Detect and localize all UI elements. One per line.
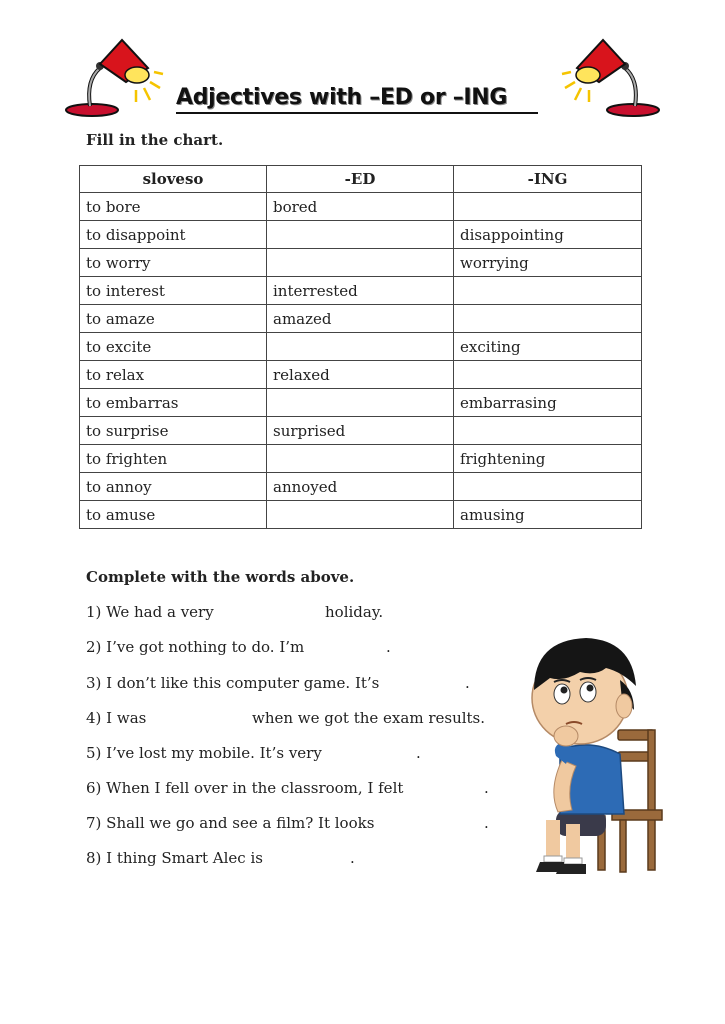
- sentence-4: [86, 709, 506, 729]
- chart-header-row: [80, 166, 642, 193]
- sentence-end: .: [416, 744, 421, 762]
- verb-cell: to worry: [80, 249, 267, 277]
- ing-cell[interactable]: frightening: [454, 445, 642, 473]
- sentence-text: 6) When I fell over in the classroom, I felt: [86, 779, 404, 797]
- chart-row: [80, 277, 642, 305]
- ing-cell[interactable]: [454, 305, 642, 333]
- sentence-text: 1) We had a very: [86, 603, 214, 621]
- sentence-end: .: [465, 674, 470, 692]
- desk-lamp-right-icon: [560, 30, 665, 120]
- sentence-text: 8) I thing Smart Alec is: [86, 849, 263, 867]
- sentence-end: .: [484, 779, 489, 797]
- ed-cell[interactable]: [267, 445, 454, 473]
- verb-cell: to bore: [80, 193, 267, 221]
- ed-cell[interactable]: amazed: [267, 305, 454, 333]
- ing-cell[interactable]: [454, 361, 642, 389]
- header-ed: -ED: [267, 166, 454, 193]
- ed-cell[interactable]: [267, 501, 454, 529]
- page-title: Adjectives with –ED or –ING: [176, 85, 508, 110]
- title-underline: [176, 112, 538, 114]
- verb-cell: to excite: [80, 333, 267, 361]
- ing-cell[interactable]: exciting: [454, 333, 642, 361]
- sentence-6: [86, 779, 506, 799]
- verb-cell: to disappoint: [80, 221, 267, 249]
- ing-cell[interactable]: embarrasing: [454, 389, 642, 417]
- verb-cell: to amaze: [80, 305, 267, 333]
- sentence-text: 4) I was: [86, 709, 147, 727]
- chart-row: [80, 249, 642, 277]
- header-ing: -ING: [454, 166, 642, 193]
- header-verb: sloveso: [80, 166, 267, 193]
- chart-row: [80, 445, 642, 473]
- sentence-end: when we got the exam results.: [252, 709, 486, 727]
- bored-boy-illustration: [500, 620, 665, 880]
- ed-cell[interactable]: surprised: [267, 417, 454, 445]
- sentence-3: [86, 674, 506, 694]
- ing-cell[interactable]: amusing: [454, 501, 642, 529]
- sentence-end: .: [386, 638, 391, 656]
- sentence-text: 3) I don’t like this computer game. It’s: [86, 674, 380, 692]
- ed-cell[interactable]: [267, 221, 454, 249]
- sentence-2: [86, 638, 506, 658]
- ing-cell[interactable]: worrying: [454, 249, 642, 277]
- verb-cell: to surprise: [80, 417, 267, 445]
- sentence-text: 7) Shall we go and see a film? It looks: [86, 814, 375, 832]
- chart-row: [80, 193, 642, 221]
- ed-cell[interactable]: [267, 333, 454, 361]
- verb-cell: to amuse: [80, 501, 267, 529]
- ed-cell[interactable]: interrested: [267, 277, 454, 305]
- sentence-end: .: [484, 814, 489, 832]
- chart-row: [80, 305, 642, 333]
- sentence-text: 2) I’ve got nothing to do. I’m: [86, 638, 305, 656]
- verb-cell: to embarras: [80, 389, 267, 417]
- sentence-end: .: [350, 849, 355, 867]
- ing-cell[interactable]: [454, 417, 642, 445]
- ing-cell[interactable]: [454, 193, 642, 221]
- complete-instruction: Complete with the words above.: [86, 568, 355, 586]
- chart-row: [80, 417, 642, 445]
- ed-cell[interactable]: [267, 249, 454, 277]
- chart-row: [80, 473, 642, 501]
- ed-cell[interactable]: [267, 389, 454, 417]
- sentence-8: [86, 849, 506, 869]
- desk-lamp-left-icon: [60, 30, 165, 120]
- chart-row: [80, 221, 642, 249]
- ed-cell[interactable]: annoyed: [267, 473, 454, 501]
- sentence-end: holiday.: [325, 603, 384, 621]
- verb-cell: to relax: [80, 361, 267, 389]
- fill-chart-instruction: Fill in the chart.: [86, 131, 224, 149]
- ing-cell[interactable]: [454, 277, 642, 305]
- verb-cell: to interest: [80, 277, 267, 305]
- sentence-7: [86, 814, 506, 834]
- verb-cell: to annoy: [80, 473, 267, 501]
- sentence-1: [86, 603, 506, 623]
- ing-cell[interactable]: disappointing: [454, 221, 642, 249]
- chart-row: [80, 361, 642, 389]
- chart-row: [80, 501, 642, 529]
- ed-cell[interactable]: bored: [267, 193, 454, 221]
- ed-cell[interactable]: relaxed: [267, 361, 454, 389]
- sentence-text: 5) I’ve lost my mobile. It’s very: [86, 744, 322, 762]
- sentence-5: [86, 744, 506, 764]
- chart-row: [80, 333, 642, 361]
- chart-row: [80, 389, 642, 417]
- ing-cell[interactable]: [454, 473, 642, 501]
- adjectives-chart: [79, 165, 642, 529]
- verb-cell: to frighten: [80, 445, 267, 473]
